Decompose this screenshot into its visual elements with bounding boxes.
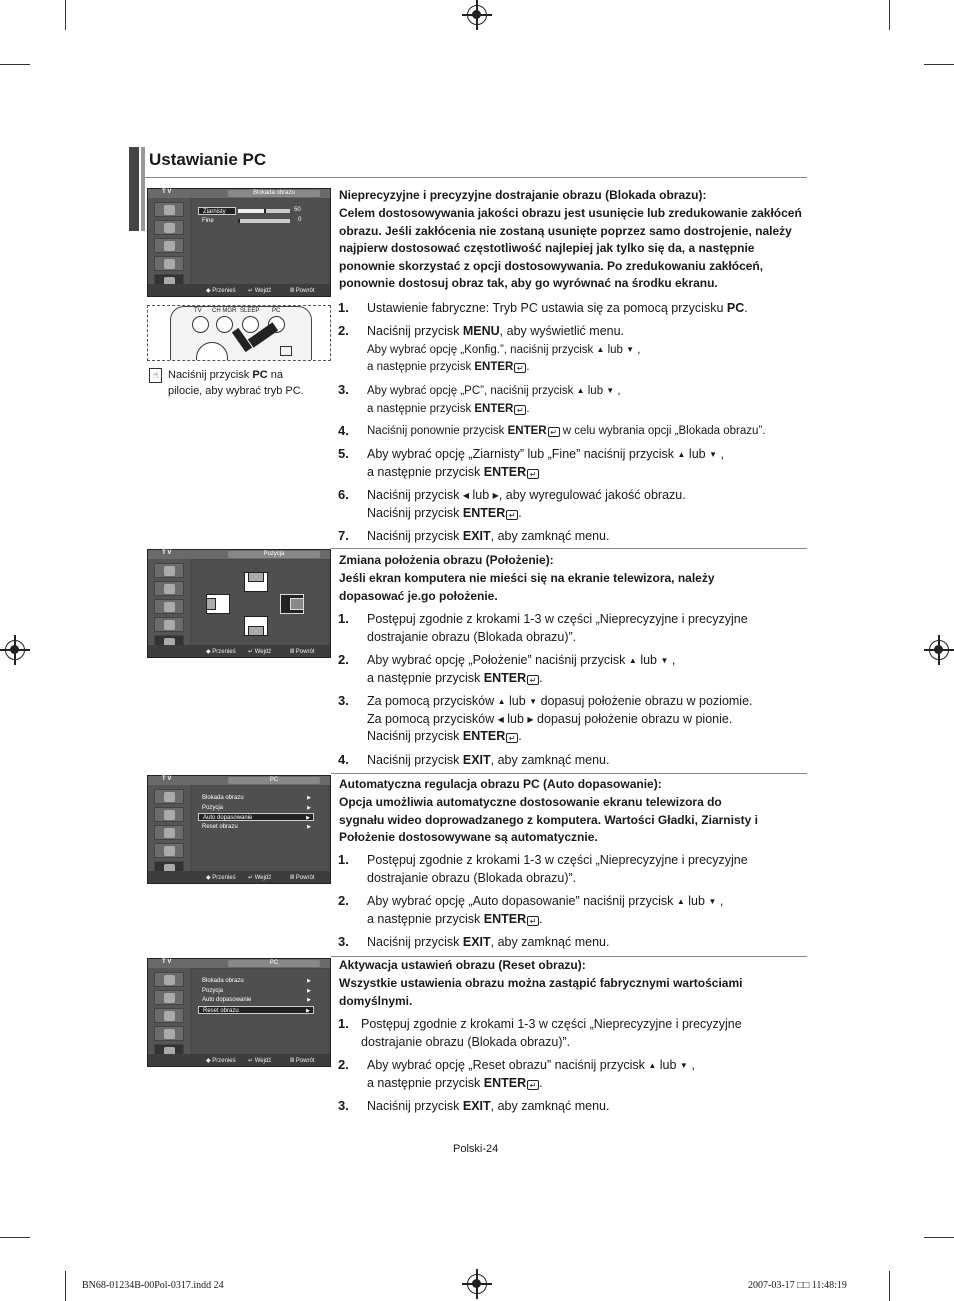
- sound-icon: [154, 825, 184, 840]
- title-accent-bar: [129, 147, 139, 231]
- down-arrow-icon: ▼: [708, 897, 717, 906]
- step-number: 5.: [338, 446, 349, 461]
- input-icon: [154, 202, 184, 217]
- step-number: 2.: [338, 323, 349, 338]
- channel-icon: [154, 843, 184, 858]
- up-arrow-icon: ▲: [628, 656, 637, 665]
- foot-enter: ↵ Wejdź: [248, 288, 272, 294]
- remote-label-chmgr: CH MGR: [212, 308, 237, 314]
- tv-label: T V: [162, 550, 172, 556]
- position-left-box: [206, 594, 230, 614]
- title-rule: [145, 177, 807, 178]
- picture-icon: [154, 581, 184, 596]
- step-number: 3.: [338, 934, 349, 949]
- tv-sidebar: [148, 785, 190, 871]
- tv-label: T V: [162, 959, 172, 965]
- up-arrow-icon: ▲: [648, 1061, 657, 1070]
- down-arrow-icon: ▼: [529, 697, 538, 706]
- step-number: 3.: [338, 1098, 349, 1113]
- s1-step2: Naciśnij przycisk MENU, aby wyświetlić menu. Aby wybrać opcję „Konfig.”, naciśnij przycisk ▲ lub ▼ , a następnie przycisk ENTER ↵ .: [367, 324, 641, 373]
- section4-heading: Aktywacja ustawień obrazu (Reset obrazu):: [339, 958, 586, 972]
- channel-icon: [154, 1026, 184, 1041]
- ziarnisty-slider: [238, 209, 290, 213]
- step-number: 3.: [338, 382, 349, 397]
- hand-icon: ☝: [149, 368, 162, 383]
- step-number: 4.: [338, 423, 349, 438]
- page-title: Ustawianie PC: [149, 150, 267, 169]
- menu-item-selected: Reset obrazu ▶: [198, 1006, 314, 1014]
- s4-step1: Postępuj zgodnie z krokami 1-3 w części „Nieprecyzyjne i precyzyjne dostrajanie obrazu (Blokada obrazu)”.: [361, 1017, 742, 1049]
- crop-mark: [924, 64, 954, 65]
- s2-step2: Aby wybrać opcję „Położenie” naciśnij przycisk ▲ lub ▼ , a następnie przycisk ENTER ↵ .: [367, 653, 676, 685]
- registration-mark-icon: [467, 1274, 487, 1294]
- tv-screen-reset: [147, 958, 331, 1067]
- crop-mark: [889, 1271, 890, 1301]
- step-number: 2.: [338, 1057, 349, 1072]
- enter-icon: ↵: [514, 363, 526, 373]
- s2-step3: Za pomocą przycisków ▲ lub ▼ dopasuj położenie obrazu w poziomie. Za pomocą przycisków ◀ lub ▶ dopasuj położenie obrazu w pionie. Naciśnij przycisk ENTER ↵ .: [367, 694, 753, 743]
- s2-step4: Naciśnij przycisk EXIT, aby zamknąć menu.: [367, 753, 610, 767]
- chmgr-button: [216, 316, 233, 333]
- ziarnisty-value: 50: [294, 207, 301, 213]
- chevron-right-icon: ▶: [307, 805, 311, 811]
- chevron-right-icon: ▶: [306, 815, 310, 821]
- s4-step2: Aby wybrać opcję „Reset obrazu” naciśnij przycisk ▲ lub ▼ , a następnie przycisk ENTER ↵ .: [367, 1058, 695, 1090]
- enter-icon: ↵: [527, 916, 539, 926]
- section3-intro: Opcja umożliwia automatyczne dostosowanie ekranu telewizora do sygnału wideo doprowadzanego z komputera. Wartości Gładki, Ziarnisty i Położenie dostosowywane są automatycznie.: [339, 795, 758, 844]
- s2-step1: Postępuj zgodnie z krokami 1-3 w części „Nieprecyzyjne i precyzyjne dostrajanie obrazu (Blokada obrazu)”.: [367, 612, 748, 644]
- up-arrow-icon: ▲: [576, 386, 585, 395]
- step-number: 1.: [338, 300, 349, 315]
- remote-label-pc: PC: [272, 308, 281, 314]
- tv-screen-blokada: [147, 188, 331, 297]
- tv-button: [192, 316, 209, 333]
- s1-step3: Aby wybrać opcję „PC”, naciśnij przycisk ▲ lub ▼ , a następnie przycisk ENTER ↵ .: [367, 385, 621, 415]
- menu-title: PC: [228, 960, 320, 967]
- menu-item-selected: Auto dopasowanie ▶: [198, 813, 314, 821]
- input-icon: [154, 789, 184, 804]
- tv-screen-auto: [147, 775, 331, 884]
- chevron-right-icon: ▶: [306, 1008, 310, 1014]
- tv-footer: [148, 871, 330, 883]
- file-label: BN68-01234B-00Pol-0317.indd 24: [82, 1280, 224, 1291]
- foot-move: ◆ Przenieś: [206, 649, 236, 655]
- enter-icon: ↵: [527, 675, 539, 685]
- chevron-right-icon: ▶: [307, 824, 311, 830]
- enter-icon: ↵: [506, 733, 518, 743]
- remote-note: Naciśnij przycisk PC na pilocie, aby wybrać tryb PC.: [168, 369, 304, 397]
- menu-title: Pozycja: [228, 551, 320, 558]
- step-number: 4.: [338, 752, 349, 767]
- menu-item-fine: Fine: [202, 218, 214, 224]
- up-arrow-icon: ▲: [596, 344, 605, 354]
- right-arrow-icon: ▶: [492, 491, 499, 500]
- menu-item: Pozycja ▶: [202, 988, 311, 994]
- section3-heading: Automatyczna regulacja obrazu PC (Auto dopasowanie):: [339, 777, 662, 791]
- tv-footer: [148, 645, 330, 657]
- down-arrow-icon: ▼: [626, 344, 635, 354]
- chevron-right-icon: ▶: [307, 988, 311, 994]
- tv-screen-pozycja: [147, 549, 331, 658]
- remote-label-tv: TV: [194, 308, 202, 314]
- registration-mark-icon: [929, 640, 949, 660]
- menu-item: Blokada obrazu ▶: [202, 978, 311, 984]
- crop-mark: [889, 0, 890, 30]
- foot-move: ◆ Przenieś: [206, 875, 236, 881]
- step-number: 7.: [338, 528, 349, 543]
- step-number: 1.: [338, 1016, 349, 1031]
- step-number: 1.: [338, 611, 349, 626]
- section2-heading: Zmiana położenia obrazu (Położenie):: [339, 553, 554, 567]
- fine-slider: [238, 219, 290, 223]
- up-arrow-icon: ▲: [676, 897, 685, 906]
- enter-icon: ↵: [527, 1080, 539, 1090]
- section-rule: [331, 548, 807, 549]
- tv-sidebar: [148, 559, 190, 645]
- foot-back: Ⅲ Powrót: [290, 1058, 315, 1064]
- enter-icon: ↵: [506, 510, 518, 520]
- foot-move: ◆ Przenieś: [206, 288, 236, 294]
- section4-intro: Wszystkie ustawienia obrazu można zastąpić fabrycznymi wartościami domyślnymi.: [339, 976, 743, 1008]
- enter-icon: ↵: [514, 405, 526, 415]
- chevron-right-icon: ▶: [307, 997, 311, 1003]
- input-icon: [154, 972, 184, 987]
- position-down-box: [244, 616, 268, 636]
- channel-icon: [154, 617, 184, 632]
- date-label: 2007-03-17 □□ 11:48:19: [748, 1280, 847, 1291]
- crop-mark: [65, 1271, 66, 1301]
- step-number: 3.: [338, 693, 349, 708]
- up-arrow-icon: ▲: [677, 450, 686, 459]
- section1-intro: Celem dostosowywania jakości obrazu jest usunięcie lub zredukowanie zakłóceń obrazu. Jeśli zakłócenia nie zostaną usunięte poprzez samo dostrojenie, należy najpierw dostosować częstotliwość najlepiej jak tylko się da, a następnie ponownie skorzystać z opcji dostosowywania. Po zredukowaniu zakłóceń, ponownie dostosuj obraz tak, aby go wyrównać na środku ekranu.: [339, 206, 802, 290]
- enter-icon: ↵: [548, 427, 560, 437]
- chevron-right-icon: ▶: [307, 795, 311, 801]
- enter-icon: ↵: [527, 469, 539, 479]
- s4-step3: Naciśnij przycisk EXIT, aby zamknąć menu.: [367, 1099, 610, 1113]
- tv-sidebar: [148, 198, 190, 284]
- picture-icon: [154, 990, 184, 1005]
- section-rule: [331, 773, 807, 774]
- registration-mark-icon: [5, 640, 25, 660]
- foot-back: Ⅲ Powrót: [290, 875, 315, 881]
- s1-step7: Naciśnij przycisk EXIT, aby zamknąć menu.: [367, 529, 610, 543]
- up-arrow-icon: ▲: [497, 697, 506, 706]
- step-number: 2.: [338, 893, 349, 908]
- tv-footer: [148, 1054, 330, 1066]
- menu-item: Auto dopasowanie ▶: [202, 997, 311, 1003]
- position-right-box: [280, 594, 304, 614]
- foot-move: ◆ Przenieś: [206, 1058, 236, 1064]
- page-number: Polski-24: [453, 1143, 499, 1155]
- picture-icon: [154, 807, 184, 822]
- chevron-right-icon: ▶: [307, 978, 311, 984]
- crop-mark: [924, 1237, 954, 1238]
- foot-back: Ⅲ Powrót: [290, 288, 315, 294]
- section2-intro: Jeśli ekran komputera nie mieści się na ekranie telewizora, należy dopasować je.go położenie.: [339, 571, 715, 603]
- sleep-button: [242, 316, 259, 333]
- tv-footer: [148, 284, 330, 296]
- tv-label: T V: [162, 189, 172, 195]
- menu-item: Pozycja ▶: [202, 805, 311, 811]
- section1-heading: Nieprecyzyjne i precyzyjne dostrajanie obrazu (Blokada obrazu):: [339, 188, 707, 202]
- menu-item-ziarnisty: Ziarnisty: [198, 207, 236, 215]
- crop-mark: [65, 0, 66, 30]
- foot-enter: ↵ Wejdź: [248, 649, 272, 655]
- down-arrow-icon: ▼: [679, 1061, 688, 1070]
- step-number: 6.: [338, 487, 349, 502]
- down-arrow-icon: ▼: [660, 656, 669, 665]
- right-arrow-icon: ▶: [527, 714, 534, 724]
- foot-enter: ↵ Wejdź: [248, 875, 272, 881]
- s1-step5: Aby wybrać opcję „Ziarnisty” lub „Fine” naciśnij przycisk ▲ lub ▼ , a następnie przycisk ENTER ↵: [367, 447, 724, 479]
- crop-mark: [0, 64, 30, 65]
- sound-icon: [154, 238, 184, 253]
- down-arrow-icon: ▼: [606, 386, 615, 395]
- sound-icon: [154, 599, 184, 614]
- fine-value: 0: [298, 217, 302, 223]
- channel-icon: [154, 256, 184, 271]
- position-up-box: [244, 572, 268, 592]
- foot-back: Ⅲ Powrót: [290, 649, 315, 655]
- picture-icon: [154, 220, 184, 235]
- menu-item: Reset obrazu ▶: [202, 824, 311, 830]
- left-arrow-icon: ◀: [462, 491, 470, 500]
- down-arrow-icon: ▼: [709, 450, 717, 459]
- tv-sidebar: [148, 968, 190, 1054]
- s3-step1: Postępuj zgodnie z krokami 1-3 w części „Nieprecyzyjne i precyzyjne dostrajanie obrazu (Blokada obrazu)”.: [367, 853, 748, 885]
- foot-enter: ↵ Wejdź: [248, 1058, 272, 1064]
- menu-title: PC: [228, 777, 320, 784]
- menu-item: Blokada obrazu ▶: [202, 795, 311, 801]
- s1-step1: Ustawienie fabryczne: Tryb PC ustawia się za pomocą przycisku PC.: [367, 301, 748, 315]
- step-number: 2.: [338, 652, 349, 667]
- left-arrow-icon: ◀: [497, 714, 504, 724]
- sound-icon: [154, 1008, 184, 1023]
- input-icon: [154, 563, 184, 578]
- registration-mark-icon: [467, 5, 487, 25]
- step-number: 1.: [338, 852, 349, 867]
- title-accent-bar: [141, 147, 145, 231]
- s3-step2: Aby wybrać opcję „Auto dopasowanie” naciśnij przycisk ▲ lub ▼ , a następnie przycisk ENTER ↵ .: [367, 894, 724, 926]
- menu-title: Blokada obrazu: [228, 190, 320, 197]
- remote-illustration: [147, 305, 331, 361]
- tv-label: T V: [162, 776, 172, 782]
- remote-label-sleep: SLEEP: [240, 308, 260, 314]
- s1-step4: Naciśnij ponownie przycisk ENTER ↵ w celu wybrania opcji „Blokada obrazu”.: [367, 425, 766, 437]
- info-button: [280, 346, 292, 356]
- s1-step6: Naciśnij przycisk ◀ lub ▶, aby wyregulować jakość obrazu. Naciśnij przycisk ENTER ↵ .: [367, 488, 686, 520]
- s3-step3: Naciśnij przycisk EXIT, aby zamknąć menu.: [367, 935, 610, 949]
- crop-mark: [0, 1237, 30, 1238]
